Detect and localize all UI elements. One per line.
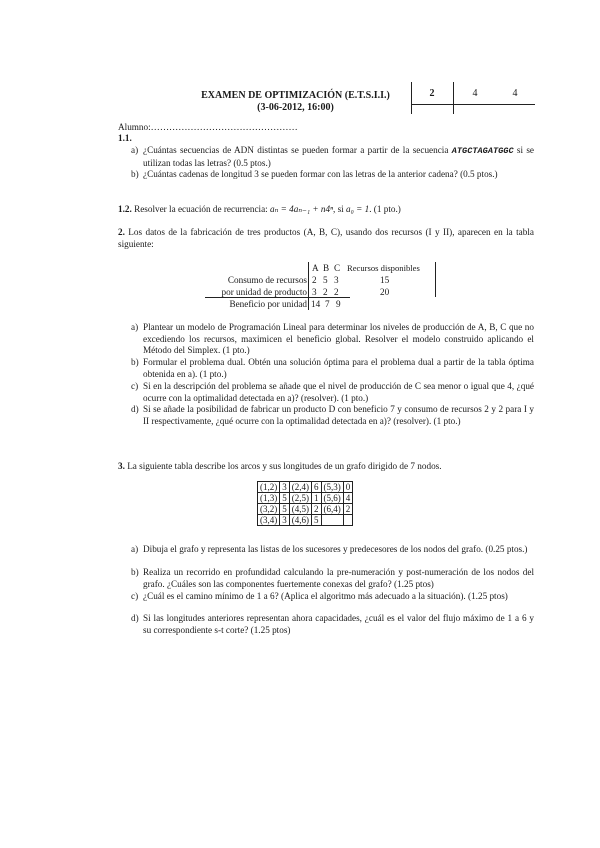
q3-number: 3. [118,461,125,471]
arc-cell: 3 [280,482,290,493]
col-header-b: B [323,263,330,273]
arc-cell: 3 [280,515,290,526]
q3-intro-text: La siguiente tabla describe los arcos y sus longitudes de un grafo dirigido de 7 nodos. [124,461,442,471]
arc-cell: 2 [343,504,353,515]
q1-2-text: Resolver la ecuación de recurrencia: [131,204,271,214]
exam-title [188,90,403,114]
q2-c [131,381,534,405]
q1-1-b-label: b) [131,169,139,179]
exam-title-line1: EXAMEN DE OPTIMIZACIÓN (E.T.S.I.I.) [201,90,390,101]
arc-cell: (3,4) [258,515,280,526]
q2-a-label: a) [131,322,139,332]
row3-b: 7 [325,299,330,309]
row1-c: 3 [334,275,339,285]
arc-cell: (5,3) [321,482,343,493]
row2-b: 2 [323,287,328,297]
row2-label: por unidad de producto [221,287,307,297]
q2-c-text: Si en la descripción del problema se añade que el nivel de producción de C sea menor o igual que 4, ¿qué ocurre con la optimalidad detectada en a)? (resolver). (1 pto.) [143,381,534,403]
arc-cell: 1 [312,493,322,504]
grade-cell-3: 4 [512,88,518,99]
q3-intro [118,461,534,473]
q1-1-b [131,169,534,193]
arc-cell [343,515,353,526]
arcs-row [258,482,353,493]
col-header-available: Recursos disponibles [347,263,420,273]
q2-number: 2. [118,227,125,237]
q2-b-label: b) [131,357,139,367]
q3-d [131,613,534,637]
row2-available: 20 [380,287,390,297]
q3-a [131,544,534,568]
q3-a-text: Dibuja el grafo y representa las listas de los sucesores y predecesores de los nodos del grafo. (0.25 ptos.) [143,544,528,554]
row2-c: 2 [334,287,339,297]
q3-b-text: Realiza un recorrido en profundidad calculando la pre-numeración y post-numeración de los nodos del grafo. ¿Cuáles son las componentes fuertemente conexas del grafo? (1.25 ptos) [143,567,534,589]
arcs-row [258,493,353,504]
arcs-table [257,481,353,526]
q1-1-a-text [143,145,534,169]
q1-2 [118,204,538,216]
q1-1-b-text: ¿Cuántas cadenas de longitud 3 se pueden formar con las letras de la anterior cadena? (0.5 ptos.) [143,169,498,179]
arc-cell: 4 [343,493,353,504]
row1-a: 2 [312,275,317,285]
q3-d-label: d) [131,613,139,623]
q3-d-text: Si las longitudes anteriores representan ahora capacidades, ¿cuál es el valor del flujo máximo de 1 a 6 y su correspondiente s-t corte? (1.25 ptos) [143,613,534,635]
q3-c-text: ¿Cuál es el camino mínimo de 1 a 6? (Aplica el algoritmo más adecuado a la situación). (1.25 ptos) [143,591,508,601]
arc-cell: 0 [343,482,353,493]
dna-sequence: ATGCTAGATGGC [451,146,514,156]
q1-2-points: . (1 pto.) [369,204,401,214]
row3-label: Beneficio por unidad [229,299,307,309]
grade-cell-1: 2 [429,88,435,99]
q1-1-a [131,145,534,169]
row3-c: 9 [336,299,341,309]
q2-c-label: c) [131,381,139,391]
q2-a-text: Plantear un modelo de Programación Lineal para determinar los niveles de producción de A, B, C que no excediendo los recursos, maximicen el beneficio global. Resolver el modelo construido aplicando el Método del Simplex. (1 pto.) [143,322,534,355]
production-table [205,262,440,310]
q3-a-label: a) [131,544,139,554]
q3-c [131,591,534,615]
arc-cell: 5 [280,493,290,504]
arc-cell: (3,2) [258,504,280,515]
arc-cell: (1,2) [258,482,280,493]
q2-d-label: d) [131,404,139,414]
arcs-row [258,504,353,515]
arc-cell: (2,4) [289,482,311,493]
q2-d-text: Si se añade la posibilidad de fabricar un producto D con beneficio 7 y consumo de recursos 2 y 2 para I y II respectivamente, ¿qué ocurre con la optimalidad detectada en a)? (resolver). (1 pto.) [143,404,534,426]
col-header-a: A [312,263,319,273]
q1-1-a-label: a) [131,145,139,155]
q1-2-text-mid: , si [332,204,347,214]
student-name-line: Alumno:………………………………………… [118,122,298,132]
row1-label: Consumo de recursos [227,275,307,285]
q2-intro-text: Los datos de la fabricación de tres productos (A, B, C), usando dos recursos (I y II), aparecen en la tabla siguiente: [118,227,534,249]
arc-cell: 2 [312,504,322,515]
arc-cell: (2,5) [289,493,311,504]
arc-cell: 5 [312,515,322,526]
exam-date: (3-06-2012, 16:00) [257,102,334,113]
arc-cell: (4,6) [289,515,311,526]
row2-a: 3 [312,287,317,297]
q3-c-label: c) [131,591,139,601]
q2-b-text: Formular el problema dual. Obtén una solución óptima para el problema dual a partir de la tabla óptima obtenida en a). (1 pto.) [143,357,534,379]
q1-1-a-text-after: si se utilizan todas las letras? (0.5 ptos.) [143,145,534,168]
q2-d [131,404,534,440]
row1-available: 15 [380,275,390,285]
recurrence-equation: aₙ = 4aₙ₋₁ + n4ⁿ [270,204,333,214]
arc-cell: 6 [312,482,322,493]
arcs-row [258,515,353,526]
q2-b [131,357,534,381]
row3-a: 14 [311,299,321,309]
grade-cell-2: 4 [472,88,478,99]
arc-cell: (4,5) [289,504,311,515]
arc-cell: (6,4) [321,504,343,515]
arc-cell: (5,6) [321,493,343,504]
grade-grid [411,82,535,114]
col-header-c: C [334,263,341,273]
row1-b: 5 [323,275,328,285]
arc-cell: 5 [280,504,290,515]
q2-a [131,322,534,358]
arc-cell: (1,3) [258,493,280,504]
arc-cell [321,515,343,526]
q1-2-number: 1.2. [118,204,132,214]
q2-intro [118,227,534,250]
q3-b-label: b) [131,567,139,577]
q1-1-number: 1.1. [118,133,132,143]
q1-1-a-text-before: ¿Cuántas secuencias de ADN distintas se pueden formar a partir de la secuencia [143,145,452,155]
initial-condition: a₀ = 1 [346,204,370,214]
